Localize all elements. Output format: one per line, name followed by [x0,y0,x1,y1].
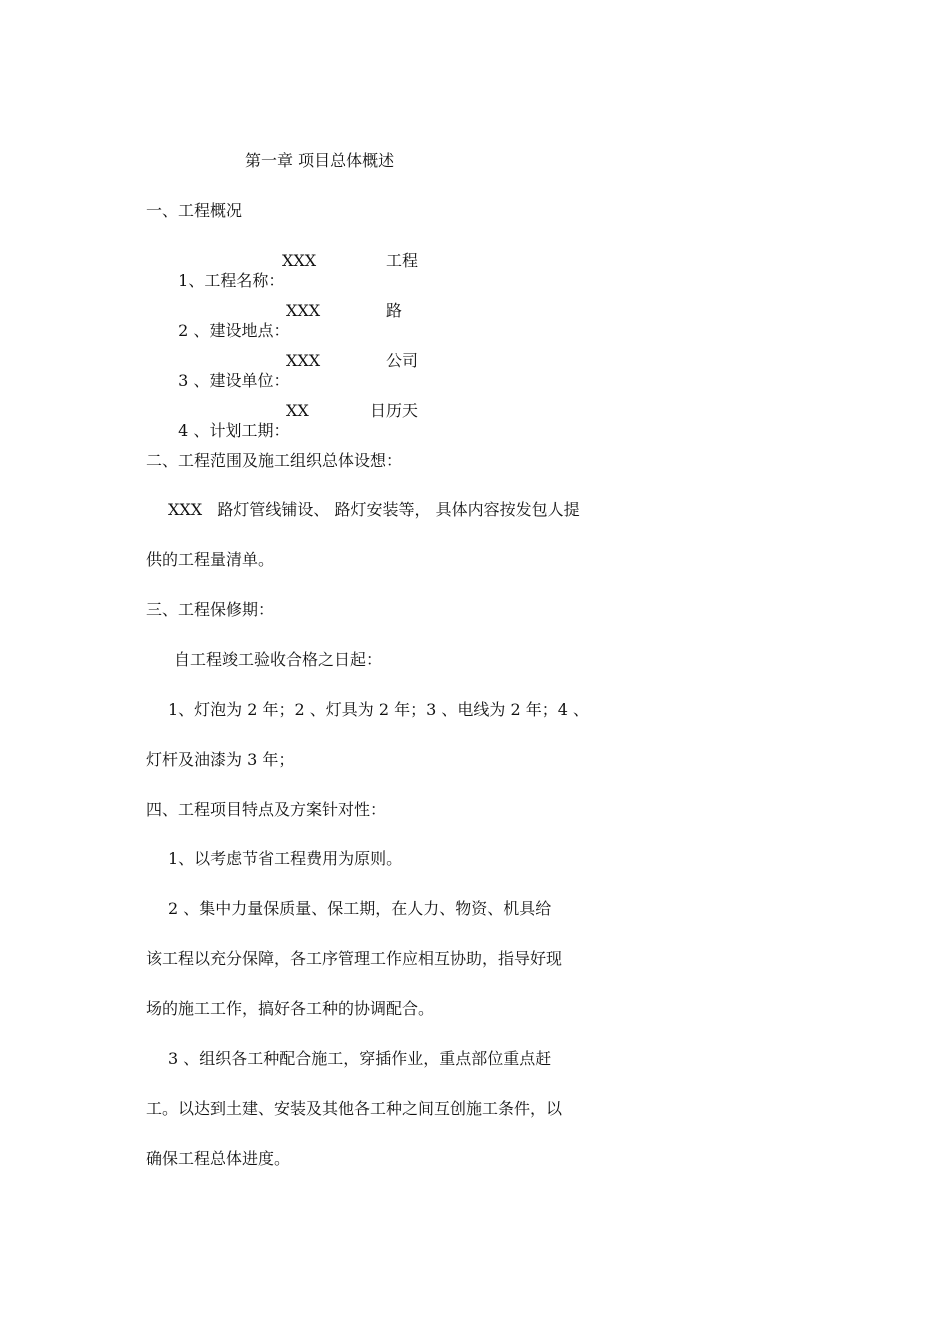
construction-unit-suffix: 公司 [386,351,419,370]
paragraph-line: 工。以达到土建、安装及其他各工种之间互创施工条件，以 [146,1099,563,1118]
construction-site-value: XXX [286,301,321,320]
planned-duration-value: XX [286,401,309,420]
construction-unit-value: XXX [286,351,321,370]
project-name-value: XXX [282,251,317,270]
paragraph-line: 1、灯泡为 2 年；2 、灯具为 2 年；3 、电线为 2 年；4 、 [168,700,590,719]
paragraph-line: 场的施工工作，搞好各工种的协调配合。 [146,999,435,1018]
project-name-label: 1、工程名称： [178,271,285,290]
section-heading-overview: 一、工程概况 [146,201,243,220]
paragraph-line: 灯杆及油漆为 3 年； [146,750,295,769]
construction-site-suffix: 路 [386,301,403,320]
construction-site-label: 2 、建设地点： [178,321,290,340]
paragraph-line: XXX 路灯管线铺设、 路灯安装等， 具体内容按发包人提 [168,500,580,519]
construction-unit-label: 3 、建设单位： [178,371,290,390]
paragraph-line: 确保工程总体进度。 [146,1149,291,1168]
paragraph-line: 1、以考虑节省工程费用为原则。 [168,849,403,868]
section-heading-features: 四、工程项目特点及方案针对性： [146,800,387,819]
paragraph-line: 自工程竣工验收合格之日起： [174,650,383,669]
paragraph-line: 2 、集中力量保质量、保工期，在人力、物资、机具给 [168,899,552,918]
paragraph-line: 3 、组织各工种配合施工，穿插作业，重点部位重点赶 [168,1049,552,1068]
paragraph-line: 供的工程量清单。 [146,550,275,569]
project-name-suffix: 工程 [386,251,419,270]
planned-duration-suffix: 日历天 [370,401,419,420]
section-heading-warranty: 三、工程保修期： [146,600,275,619]
section-heading-scope: 二、工程范围及施工组织总体设想： [146,451,403,470]
chapter-title: 第一章 项目总体概述 [245,151,395,170]
planned-duration-label: 4 、计划工期： [178,421,290,440]
paragraph-line: 该工程以充分保障，各工序管理工作应相互协助，指导好现 [146,949,563,968]
